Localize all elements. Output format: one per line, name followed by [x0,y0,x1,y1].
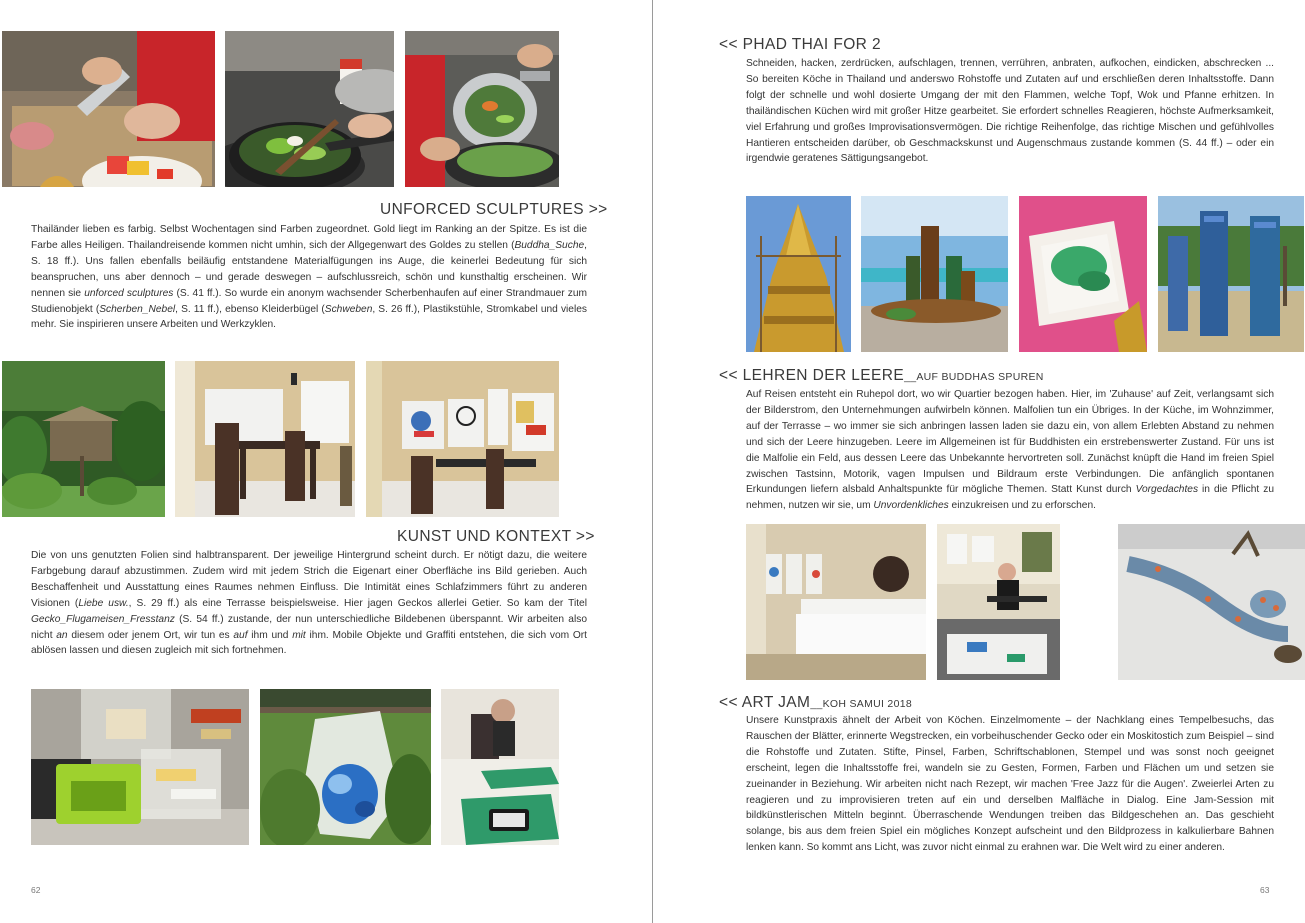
kunst-und-kontext-text: Die von uns genutzten Folien sind halbtransparent. Der jeweilige Hintergrund scheint durch. Er nötigt dazu, die weitere Farbgebung darauf abzustimmen. Zudem wird mit jedem Strich die Eigenart einer Oberfläche ins Bild gerieben. Auch Beschaffenheit und Ausstattung eines Raumes nehmen Einfluss. Die Intimität eines Schlafzimmers führt zu anderen Visionen (Liebe usw., S. 29 ff.) als eine Terrasse beispielsweise. Hier jagen Geckos allerlei Getier. So kam der Titel Gecko_Flugameisen_Fresstanz (S. 54 ff.) zustande, der nun unterschiedliche Bildebenen überspannt. Wir arbeiten also nicht an diesem oder jenem Ort, wir tun es auf ihm und mit ihm. Mobile Objekte und Graffiti entstehen, die sich vom Ort ablösen lassen und diesen zugleich mit sich fortnehmen. [31,550,587,657]
plastic-bag-photo [260,689,431,845]
gecko-photo [1118,524,1305,680]
tropical-garden-photo [2,361,165,517]
beach-bottles-photo [861,196,1008,352]
room-blank-panels-photo [175,361,355,517]
art-jam-text: Unsere Kunstpraxis ähnelt der Arbeit von Köchen. Einzelmomente – der Nachklang eines Tempelbesuchs, das Rauschen der Blätter, erinnerte Wegstrecken, ein vorbeihuschender Gecko oder ein Moskitostich zum Beispiel – sind die Rohstoffe und Zutaten. Stifte, Pinsel, Farben, Schriftschablonen, Stempel und was sonst noch geeignet erscheint, legen die Inhaltsstoffe frei, wandeln sie zu Gesten, Formen, Farben und Flächen um und setzen sie zueinander in Beziehung. Wir arbeiten nicht nach Rezept, wir machen 'Free Jazz für die Augen'. Zweierlei Arten zu reagieren und zu improvisieren treten auf ein und derselben Malfläche in Dialog. Eine Jam-Session mit bildkünstlerischen Mitteln beginnt. Überraschende Wendungen treiben das Bildgeschehen an. Das geschieht solange, bis aus dem freien Spiel ein mögliches Konzept aufscheint und den Bildprozess in kalkulierbare Bahnen lenken kann. So kommt ans Licht, was zuvor nicht einmal zu erahnen war. Die Welt wird zu einer anderen. [746,715,1274,854]
phad-thai-text: Schneiden, hacken, zerdrücken, aufschlagen, trennen, verrühren, anbraten, aufkochen, eindicken, abschrecken ... So bereiten Köche in Thailand und anderswo Rohstoffe und Zutaten auf und erschließen deren Inhaltsstoffe. Dann folgt der schnelle und wohl dosierte Umgang der mit den Flammen, welche Topf, Wok und Pfanne erhitzen. In thailändischen Küchen wird mit großer Hitze gearbeitet. Sie erfordert schnelles Reagieren, höchste Aufmerksamkeit, viel Erfahrung und großes Improvisationsvermögen. Die richtige Reihenfolge, das richtige Mischen und gefühlvolles Hantieren entscheiden darüber, ob Geschmackskunst und Augenschmaus zustande kommen (S. 44 ff.) – oder ein irgendwie geratenes Sättigungsangebot. [746,58,1274,165]
paint-supplies-photo [31,689,249,845]
artist-at-table-photo [937,524,1060,680]
right-page [653,0,1305,923]
golden-stupa-photo [746,196,851,352]
art-jam-heading: << ART JAM__KOH SAMUI 2018 [719,694,912,711]
kunst-und-kontext-heading: KUNST UND KONTEXT >> [397,528,595,545]
phad-thai-heading: << PHAD THAI FOR 2 [719,36,881,53]
room-painted-panels-photo [366,361,559,517]
unforced-sculptures-heading: UNFORCED SCULPTURES >> [380,201,608,218]
colander-wok-photo [405,31,559,187]
green-painted-frame-photo [1019,196,1147,352]
left-page [0,0,652,923]
lehren-der-leere-heading: << LEHREN DER LEERE__AUF BUDDHAS SPUREN [719,367,1044,384]
bedroom-art-photo [746,524,926,680]
lehren-der-leere-text: Auf Reisen entsteht ein Ruhepol dort, wo wir Quartier bezogen haben. Hier, im 'Zuhause' auf Zeit, verlangsamt sich der Bilderstrom, den Unternehmungen aufwirbeln können. Malfolien tun ein Übriges. In der Küche, im Wohnzimmer, auf der Terrasse – wo immer sie sich anbringen lassen laden sie dazu ein, von allem Erlebten Abstand zu nehmen und sich der Leere hinzugeben. Leere im Allgemeinen ist für Buddhisten ein erstrebenswerter Zustand. Für uns ist die Malfolie ein Feld, aus dessen Leere das Unbekannte hervortreten soll. Zunächst knüpft die Hand im freien Spiel zwischen Tastsinn, Motorik, vagen Impulsen und Bildraum erste Verbindungen. Die anfänglich spontanen Erkundungen liefern alsbald Anhaltspunkte für mögliche Themen. Statt Kunst durch Vorgedachtes in die Pflicht zu nehmen, nutzen wir sie, um Unvordenkliches einzukreisen und zu erforschen. [746,389,1274,512]
page-number-right: 63 [1260,885,1270,895]
artist-terrace-photo [441,689,559,845]
wok-stir-fry-photo [225,31,394,187]
unforced-sculptures-text: Thailänder lieben es farbig. Selbst Wochentagen sind Farben zugeordnet. Gold liegt im Ranking an der Spitze. Es ist die Farbe alles Heiligen. Thailandreisende kommen nicht umhin, sich der Allgegenwart des Goldes zu stellen (Buddha_Suche, S. 18 ff.). Uns fallen ebenfalls beiläufig entstandene Materialfügungen ins Auge, die keinerlei Bedeutung für sich beanspruchen, uns aber dennoch – und gerade deswegen – aufschlussreich, schön und kunsthaltig erscheinen. Wir nennen sie unforced sculptures (S. 41 ff.). So wurde ein anonym wachsender Scherbenhaufen auf einer Strandmauer zum Studienobjekt (Scherben_Nebel, S. 11 ff.), ebenso Kleiderbügel (Schweben, S. 26 ff.), Plastikstühle, Stromkabel und vieles mehr. Sie inspirieren unsere Arbeiten und Werkzyklen. [31,224,587,331]
page-number-left: 62 [31,885,41,895]
chopping-vegetables-photo [2,31,215,187]
stacked-chairs-photo [1158,196,1304,352]
